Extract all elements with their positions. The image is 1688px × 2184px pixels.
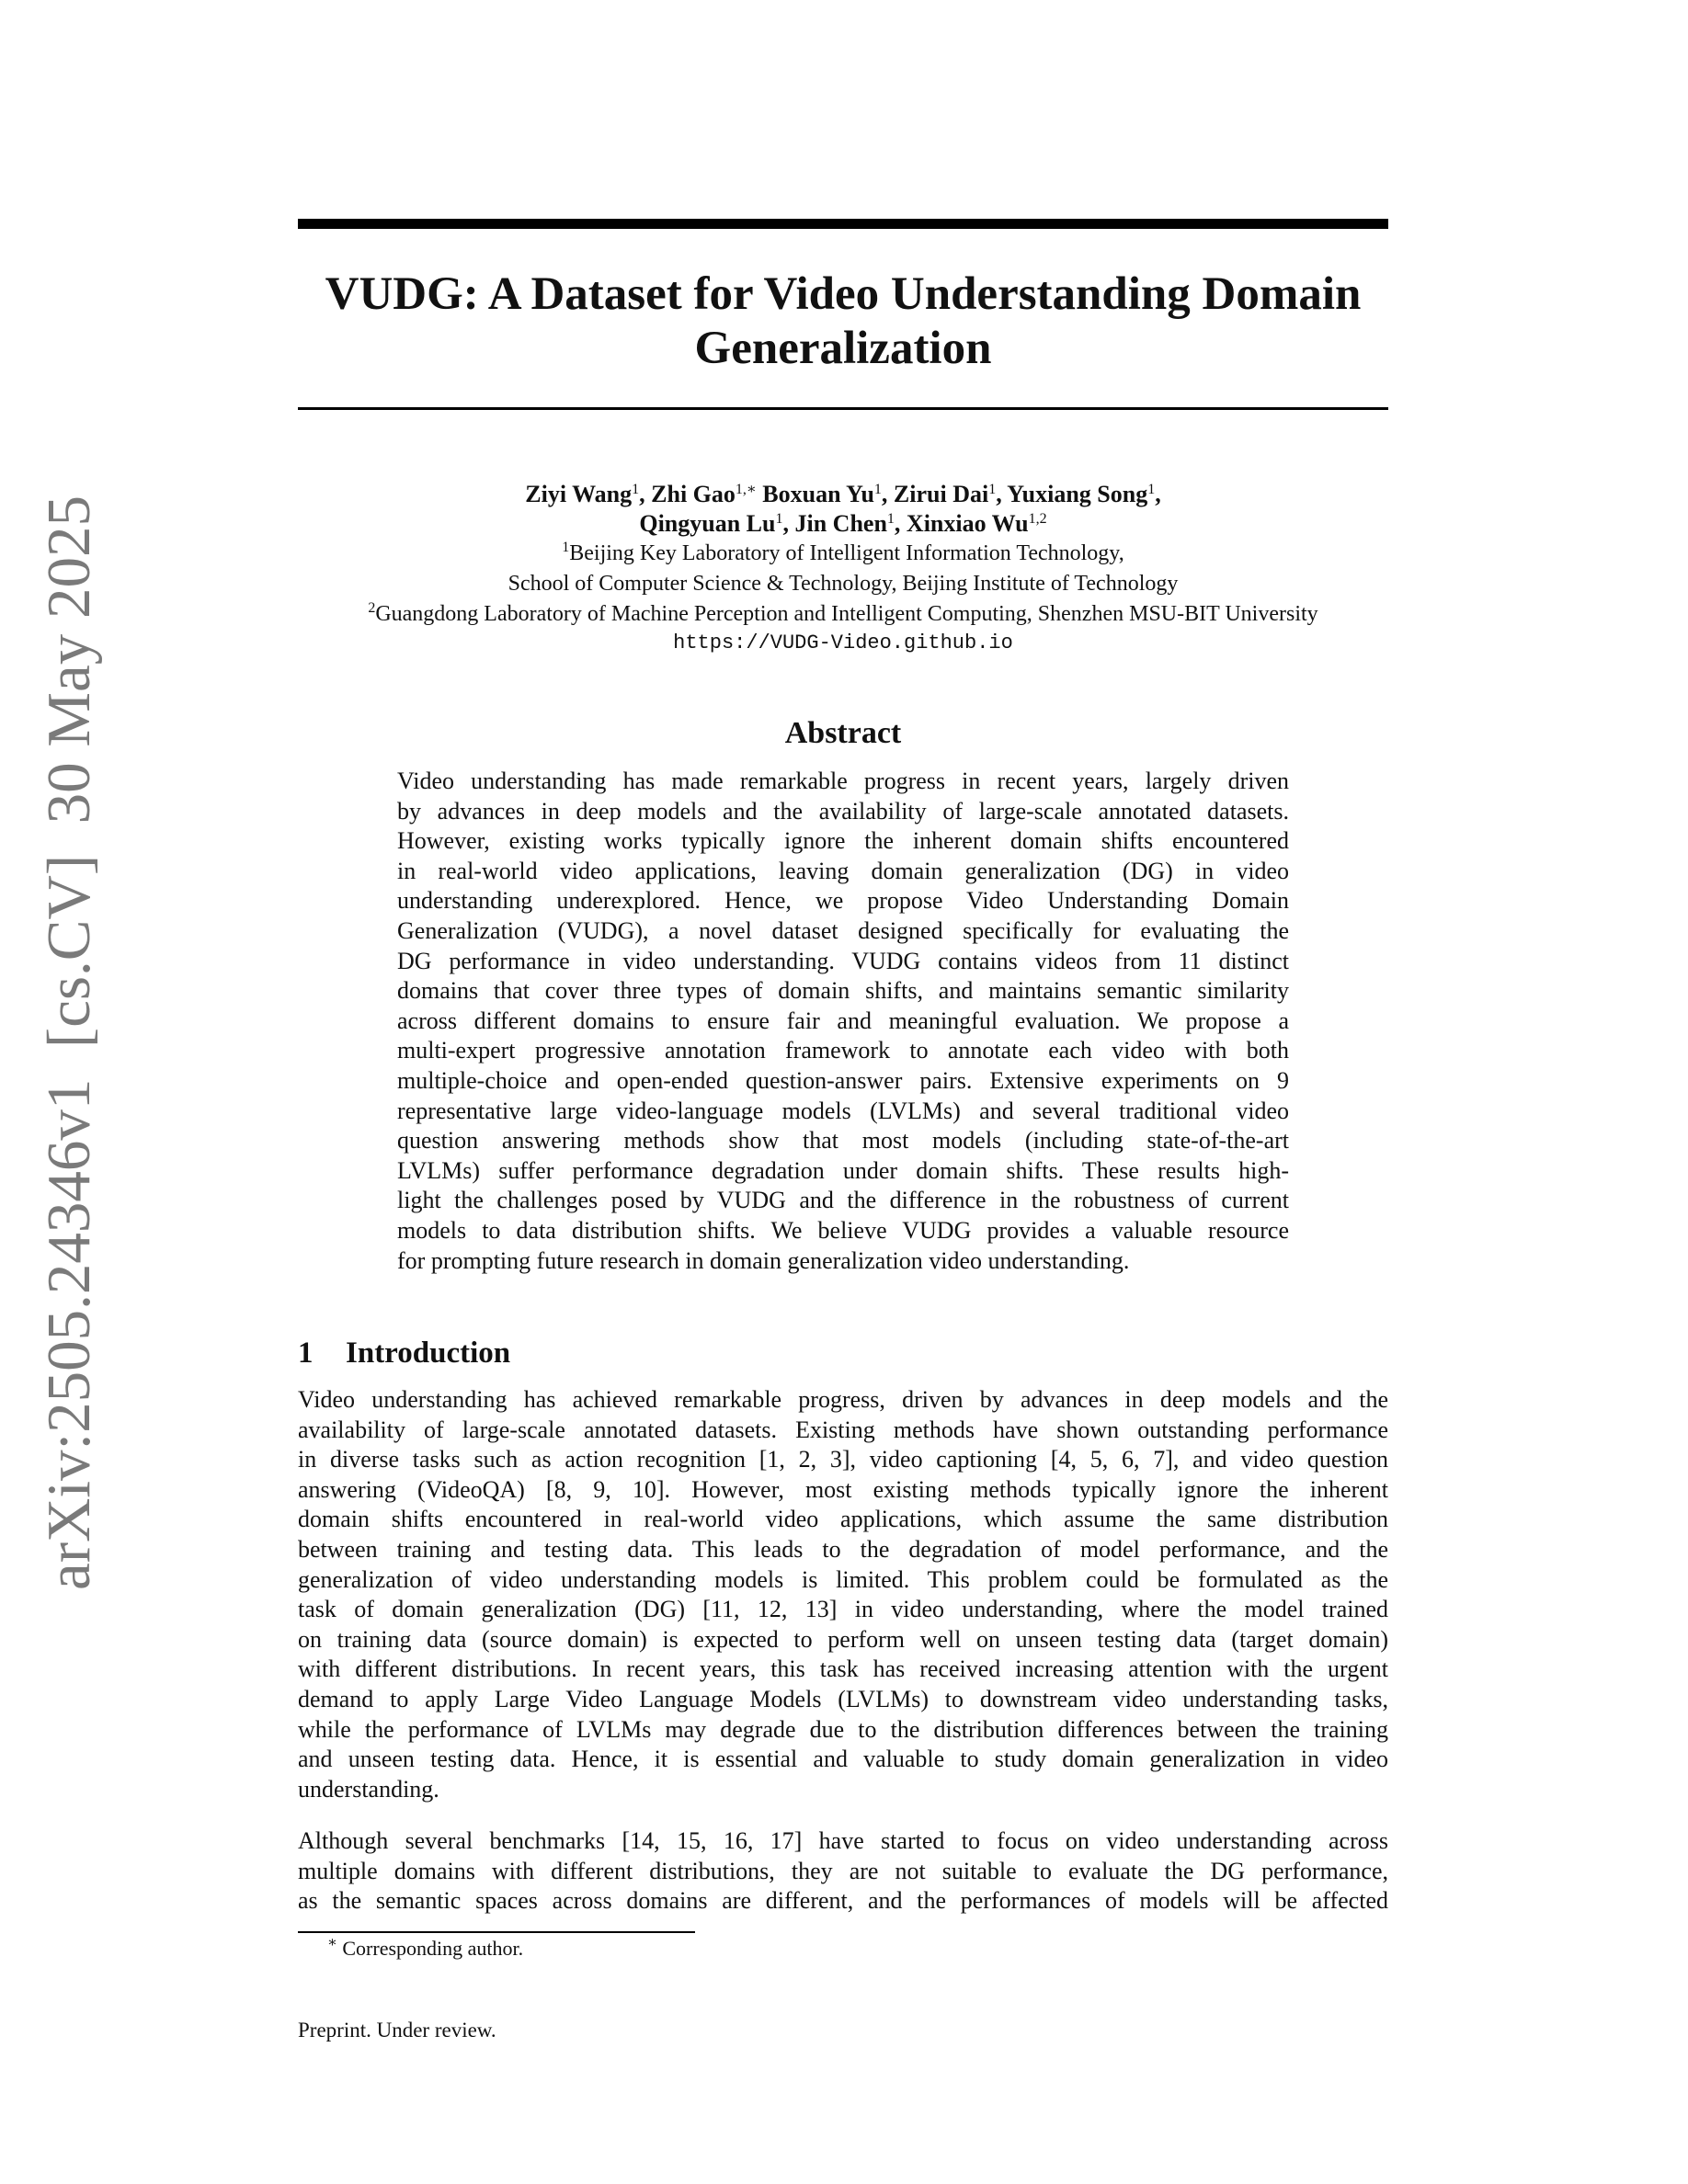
author-separator: ,: [996, 481, 1008, 507]
author-block: [298, 480, 1388, 657]
affiliation-1: [298, 539, 1388, 569]
paragraph-line: multiple domains with different distributions, they are not suitable to evaluate the DG performance,: [298, 1857, 1388, 1884]
title-top-rule: [298, 219, 1388, 229]
abstract-line: understanding underexplored. Hence, we propose Video Understanding Domain: [397, 887, 1289, 915]
footnote-rule: [298, 1931, 695, 1933]
author-affiliation-mark: 1: [886, 511, 895, 527]
abstract-line: question answering methods show that most models (including state-of-the-art: [397, 1127, 1289, 1155]
paragraph-line: between training and testing data. This leads to the degradation of model performance, and the: [298, 1535, 1388, 1563]
affiliation-mark: 2: [368, 600, 376, 616]
author-line-2: [298, 509, 1388, 539]
affiliation-text: School of Computer Science & Technology, Beijing Institute of Technology: [508, 572, 1179, 596]
paragraph-line: with different distributions. In recent years, this task has received increasing attention with the urgent: [298, 1655, 1388, 1683]
title-bottom-rule: [298, 407, 1388, 410]
section-number: 1: [298, 1337, 314, 1370]
abstract-line: models to data distribution shifts. We believe VUDG provides a valuable resource: [397, 1216, 1289, 1244]
paragraph-line: availability of large-scale annotated datasets. Existing methods have shown outstanding performance: [298, 1416, 1388, 1443]
paragraph-line: task of domain generalization (DG) [11, 12, 13] in video understanding, where the model trained: [298, 1596, 1388, 1623]
preprint-notice: Preprint. Under review.: [298, 2019, 496, 2042]
paragraph-line: demand to apply Large Video Language Models (LVLMs) to downstream video understanding tasks,: [298, 1685, 1388, 1712]
author-affiliation-mark: 1: [632, 482, 640, 497]
author-name: Yuxiang Song: [1007, 481, 1148, 507]
abstract-line: LVLMs) suffer performance degradation under domain shifts. These results high-: [397, 1156, 1289, 1184]
paragraph-line: in diverse tasks such as action recognition [1, 2, 3], video captioning [4, 5, 6, 7], and video question: [298, 1446, 1388, 1473]
author-affiliation-mark: 1,∗: [735, 482, 757, 497]
abstract-line: for prompting future research in domain generalization video understanding.: [397, 1246, 1130, 1274]
author-name: Boxuan Yu: [762, 481, 874, 507]
abstract-line: multi-expert progressive annotation framework to annotate each video with both: [397, 1037, 1289, 1064]
author-separator: ,: [881, 481, 894, 507]
affiliation-text: Beijing Key Laboratory of Intelligent Information Technology,: [569, 541, 1124, 565]
author-name: Zhi Gao: [651, 481, 736, 507]
author-name: Jin Chen: [794, 510, 887, 537]
abstract-line: multiple-choice and open-ended question-answer pairs. Extensive experiments on 9: [397, 1066, 1289, 1094]
abstract-line: by advances in deep models and the availability of large-scale annotated datasets.: [397, 797, 1289, 825]
affiliation-mark: 1: [562, 540, 570, 555]
abstract-line: across different domains to ensure fair and meaningful evaluation. We propose a: [397, 1007, 1289, 1034]
paragraph-line: as the semantic spaces across domains are different, and the performances of models will be affected: [298, 1887, 1388, 1915]
paragraph-line: and unseen testing data. Hence, it is essential and valuable to study domain generalization in video: [298, 1746, 1388, 1773]
author-name: Ziyi Wang: [525, 481, 633, 507]
arxiv-identifier: arXiv:2505.24346v1 [cs.CV] 30 May 2025: [34, 495, 103, 1590]
paragraph-line: on training data (source domain) is expected to perform well on unseen testing data (target domain): [298, 1625, 1388, 1653]
abstract-line: in real-world video applications, leaving domain generalization (DG) in video: [397, 857, 1289, 884]
author-affiliation-mark: 1: [1147, 482, 1156, 497]
abstract-line: domains that cover three types of domain shifts, and maintains semantic similarity: [397, 977, 1289, 1005]
affiliation-2: [298, 599, 1388, 630]
footnote: [327, 1935, 523, 1962]
author-separator: ,: [894, 510, 907, 537]
abstract-heading: Abstract: [784, 716, 902, 750]
section-heading-introduction: [298, 1335, 510, 1371]
author-separator: ,: [782, 510, 795, 537]
footnote-mark: ∗: [327, 1935, 337, 1951]
paragraph-line: generalization of video understanding models is limited. This problem could be formulated as the: [298, 1565, 1388, 1593]
author-line-1: [298, 480, 1388, 509]
author-name: Zirui Dai: [893, 481, 989, 507]
author-separator: ,: [639, 481, 652, 507]
paragraph-line: answering (VideoQA) [8, 9, 10]. However, most existing methods typically ignore the inherent: [298, 1475, 1388, 1503]
abstract-line: light the challenges posed by VUDG and the difference in the robustness of current: [397, 1187, 1289, 1214]
author-affiliation-mark: 1: [873, 482, 882, 497]
paper-title: VUDG: A Dataset for Video Understanding Domain Generalization: [325, 268, 1362, 374]
intro-paragraph-1: [298, 1385, 1388, 1804]
paragraph-line: while the performance of LVLMs may degrade due to the distribution differences between the training: [298, 1715, 1388, 1743]
author-name: Qingyuan Lu: [639, 510, 776, 537]
paragraph-line: Although several benchmarks [14, 15, 16, 17] have started to focus on video understanding across: [298, 1827, 1388, 1854]
affiliation-text: Guangdong Laboratory of Machine Perception and Intelligent Computing, Shenzhen MSU-BIT University: [375, 602, 1318, 626]
affiliation-1-continued: [298, 569, 1388, 599]
author-affiliation-mark: 1: [775, 511, 783, 527]
project-url[interactable]: https://VUDG-Video.github.io: [673, 631, 1013, 654]
abstract-line: DG performance in video understanding. VUDG contains videos from 11 distinct: [397, 947, 1289, 974]
abstract-line: However, existing works typically ignore the inherent domain shifts encountered: [397, 827, 1289, 855]
author-affiliation-mark: 1: [988, 482, 997, 497]
abstract-line: representative large video-language models (LVLMs) and several traditional video: [397, 1097, 1289, 1124]
intro-paragraph-2: [298, 1826, 1388, 1917]
abstract-line: Generalization (VUDG), a novel dataset designed specifically for evaluating the: [397, 916, 1289, 944]
abstract-line: Video understanding has made remarkable progress in recent years, largely driven: [397, 768, 1289, 794]
author-affiliation-mark: 1,2: [1028, 511, 1047, 527]
paragraph-line: domain shifts encountered in real-world video applications, which assume the same distribution: [298, 1506, 1388, 1533]
abstract-body: [397, 767, 1289, 1276]
section-title: Introduction: [346, 1337, 511, 1370]
footnote-text: Corresponding author.: [342, 1937, 524, 1960]
paragraph-line: Video understanding has achieved remarkable progress, driven by advances in deep models and the: [298, 1386, 1388, 1413]
author-name: Xinxiao Wu: [906, 510, 1029, 537]
author-separator: ,: [1155, 481, 1161, 507]
paragraph-line: understanding.: [298, 1775, 439, 1803]
